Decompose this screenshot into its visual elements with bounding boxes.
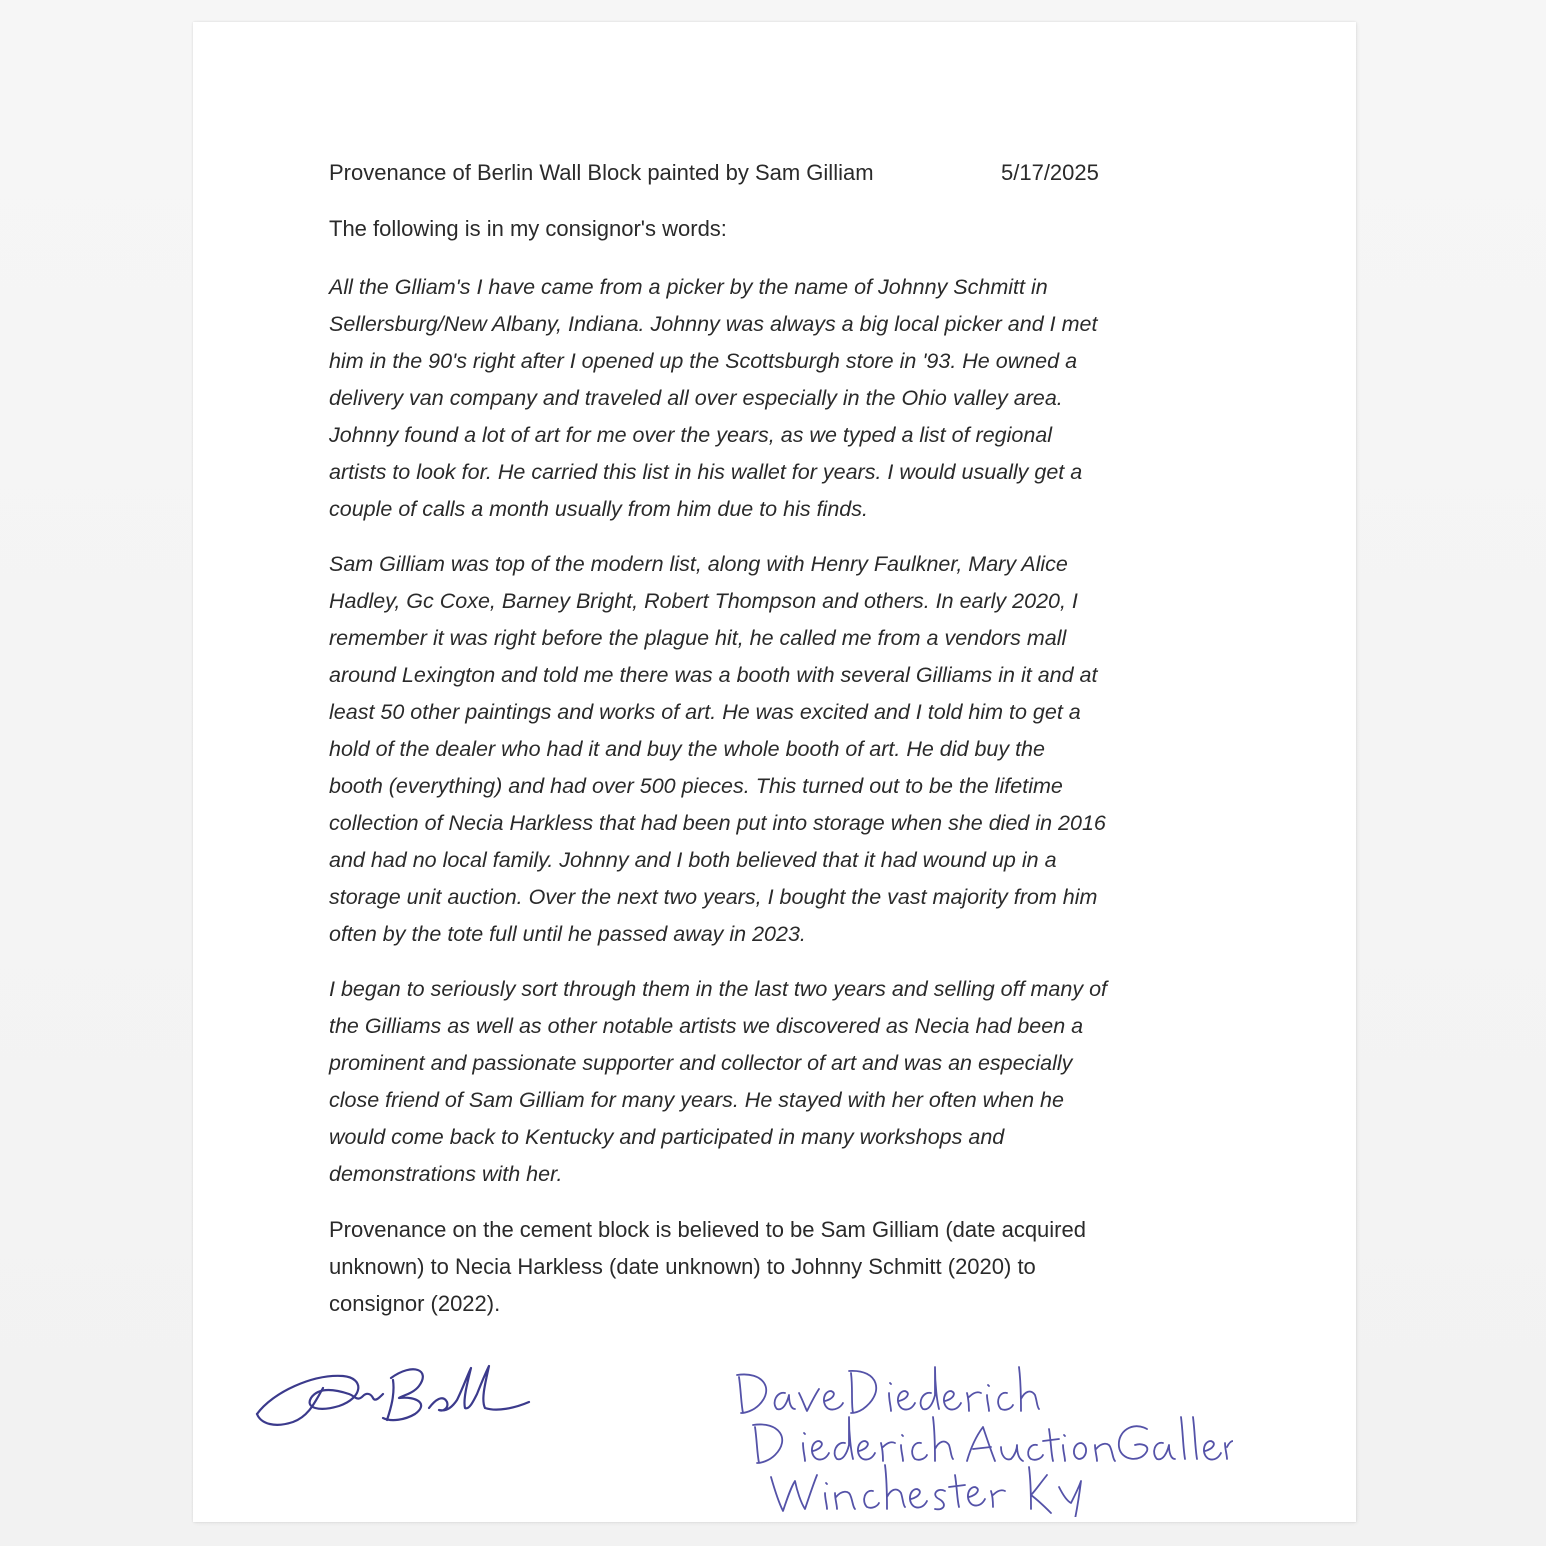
text-line: Johnny found a lot of art for me over the years, as we typed a list of regional <box>329 423 1053 447</box>
consignor-signature <box>253 1332 533 1442</box>
text-line: demonstrations with her. <box>329 1162 563 1186</box>
letter-page <box>193 22 1356 1522</box>
text-line: I began to seriously sort through them in the last two years and selling off many of <box>329 977 1107 1001</box>
consignor-quote <box>329 269 1229 1193</box>
text-line: him in the 90's right after I opened up the Scottsburgh store in '93. He owned a <box>329 349 1078 373</box>
text-line: Hadley, Gc Coxe, Barney Bright, Robert Thompson and others. In early 2020, I <box>329 589 1078 613</box>
text-line: delivery van company and traveled all over especially in the Ohio valley area. <box>329 386 1063 410</box>
text-line: couple of calls a month usually from him due to his finds. <box>329 497 868 521</box>
text-line: least 50 other paintings and works of art. He was excited and I told him to get a <box>329 700 1081 724</box>
quote-paragraph-1 <box>329 269 1229 528</box>
intro-line: The following is in my consignor's words: <box>329 216 727 241</box>
text-line: storage unit auction. Over the next two years, I bought the vast majority from him <box>329 885 1098 909</box>
text-line: the Gilliams as well as other notable artists we discovered as Necia had been a <box>329 1014 1084 1038</box>
letter-body <box>329 157 1229 1322</box>
text-line: unknown) to Necia Harkless (date unknown) to Johnny Schmitt (2020) to <box>329 1254 1036 1279</box>
text-line: would come back to Kentucky and participated in many workshops and <box>329 1125 1005 1149</box>
text-line: prominent and passionate supporter and collector of art and was an especially <box>329 1051 1073 1075</box>
text-line: All the Glliam's I have came from a picker by the name of Johnny Schmitt in <box>329 275 1048 299</box>
text-line: artists to look for. He carried this list in his wallet for years. I would usually get a <box>329 460 1083 484</box>
provenance-summary <box>329 1211 1229 1322</box>
text-line: booth (everything) and had over 500 pieces. This turned out to be the lifetime <box>329 774 1063 798</box>
text-line: remember it was right before the plague hit, he called me from a vendors mall <box>329 626 1067 650</box>
text-line: often by the tote full until he passed away in 2023. <box>329 922 806 946</box>
quote-paragraph-2 <box>329 546 1229 953</box>
text-line: Sam Gilliam was top of the modern list, along with Henry Faulkner, Mary Alice <box>329 552 1068 576</box>
text-line: around Lexington and told me there was a booth with several Gilliams in it and at <box>329 663 1098 687</box>
quote-paragraph-3 <box>329 971 1229 1193</box>
text-line: Sellersburg/New Albany, Indiana. Johnny was always a big local picker and I met <box>329 312 1098 336</box>
text-line: consignor (2022). <box>329 1291 501 1316</box>
text-line: Provenance on the cement block is believed to be Sam Gilliam (date acquired <box>329 1217 1086 1242</box>
document-date: 5/17/2025 <box>1001 160 1099 185</box>
text-line: close friend of Sam Gilliam for many years. He stayed with her often when he <box>329 1088 1064 1112</box>
auctioneer-handwritten-note <box>733 1337 1233 1517</box>
text-line: collection of Necia Harkless that had been put into storage when she died in 2016 <box>329 811 1106 835</box>
letter-header <box>329 157 1229 189</box>
document-title: Provenance of Berlin Wall Block painted by Sam Gilliam <box>329 160 874 185</box>
text-line: hold of the dealer who had it and buy the whole booth of art. He did buy the <box>329 737 1045 761</box>
text-line: and had no local family. Johnny and I both believed that it had wound up in a <box>329 848 1057 872</box>
